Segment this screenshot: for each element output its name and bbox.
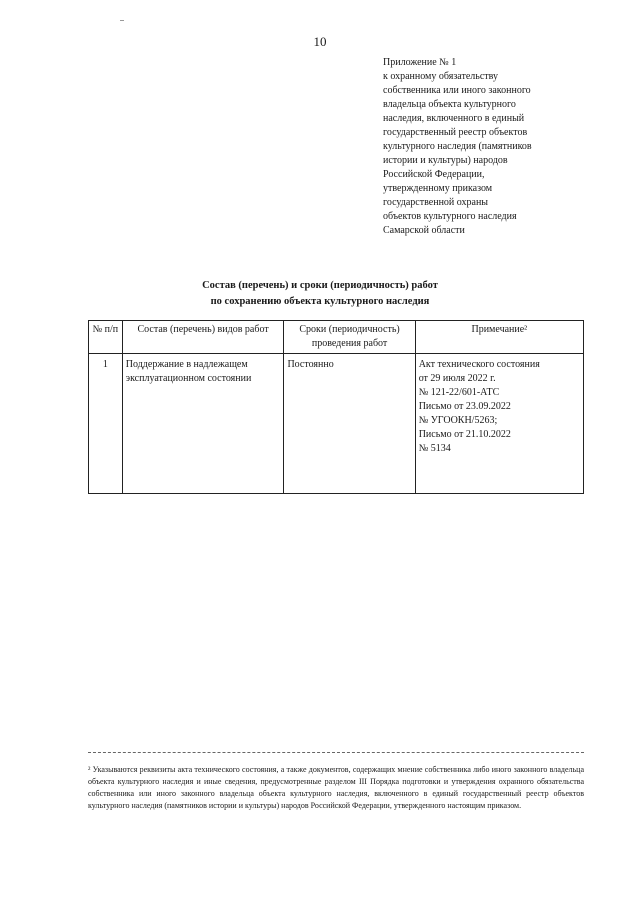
annex-line: государственной охраны <box>383 197 489 208</box>
note-line: Письмо от 23.09.2022 <box>418 401 511 412</box>
annex-line: собственника или иного законного <box>383 85 531 96</box>
table-row <box>89 354 584 494</box>
note-line: от 29 июля 2022 г. <box>418 373 496 384</box>
header-note: Примечание² <box>415 321 583 354</box>
works-table <box>88 320 584 494</box>
document-title <box>0 278 640 310</box>
cell-num: 1 <box>89 354 123 494</box>
header-term: Сроки (периодичность) проведения работ <box>284 321 415 354</box>
annex-line: владельца объекта культурного <box>383 99 516 110</box>
cell-term: Постоянно <box>284 354 415 494</box>
scan-artifact <box>120 20 124 21</box>
annex-line: утвержденному приказом <box>383 183 493 194</box>
footnote: ² Указываются реквизиты акта технического состояния, а также документов, содержащих мнение собственника либо иного законного владельца объекта культурного наследия и иные сведения, предусмотренные разделом III Порядка подготовки и утверждения охранного обязательства собственника или иного законного владельца объекта культурного наследия, включенного в единый государственный реестр объектов культурного наследия (памятников истории и культуры) народов Российской Федерации, утвержденного настоящим приказом. <box>88 765 584 810</box>
annex-line: культурного наследия (памятников <box>383 141 532 152</box>
note-line: Письмо от 21.10.2022 <box>418 429 511 440</box>
note-line: № 121-22/601-АТС <box>418 387 500 398</box>
cell-note <box>415 354 583 494</box>
cell-work: Поддержание в надлежащем эксплуатационном состоянии <box>122 354 284 494</box>
footnote-divider <box>88 752 584 753</box>
header-num: № п/п <box>89 321 123 354</box>
note-line: № УГООКН/5263; <box>418 415 498 426</box>
annex-line: к охранному обязательству <box>383 71 499 82</box>
annex-header <box>383 56 583 238</box>
title-line: Состав (перечень) и сроки (периодичность) работ <box>202 280 438 291</box>
note-line: № 5134 <box>418 443 451 454</box>
page-number: 10 <box>313 34 327 49</box>
annex-line: Самарской области <box>383 225 465 236</box>
annex-line: Российской Федерации, <box>383 169 485 180</box>
annex-line: истории и культуры) народов <box>383 155 508 166</box>
title-line: по сохранению объекта культурного наследия <box>210 296 430 307</box>
annex-line: Приложение № 1 <box>383 57 457 68</box>
annex-line: наследия, включенного в единый <box>383 113 525 124</box>
table-header-row <box>89 321 584 354</box>
annex-line: объектов культурного наследия <box>383 211 517 222</box>
annex-line: государственный реестр объектов <box>383 127 528 138</box>
header-work: Состав (перечень) видов работ <box>122 321 284 354</box>
note-line: Акт технического состояния <box>418 359 540 370</box>
